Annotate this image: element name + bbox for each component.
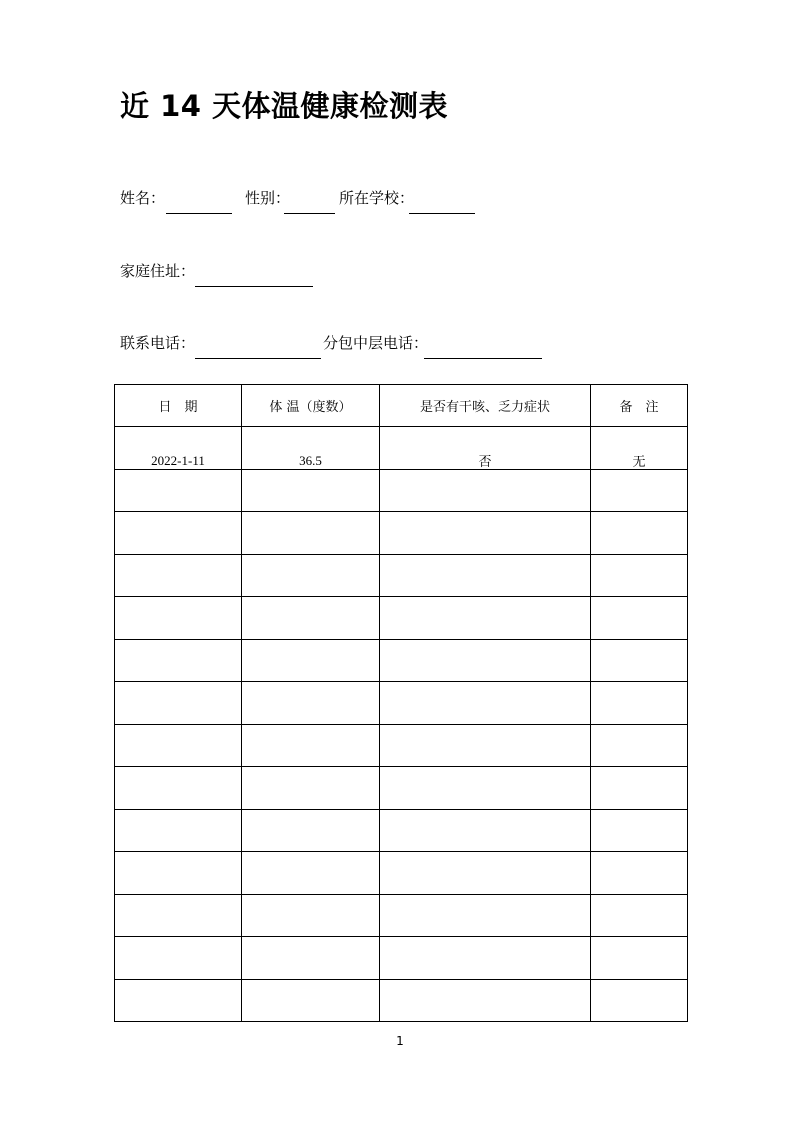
table-row [115, 809, 688, 852]
cell-symptoms[interactable] [380, 767, 591, 810]
cell-date[interactable] [115, 724, 242, 767]
package-phone-label: 分包中层电话： [323, 334, 429, 352]
gender-field[interactable] [284, 213, 335, 214]
header-temperature: 体 温（度数） [242, 385, 380, 427]
cell-date[interactable] [115, 852, 242, 895]
table-row [115, 554, 688, 597]
cell-remarks[interactable] [591, 979, 688, 1022]
cell-remarks[interactable] [591, 767, 688, 810]
cell-symptoms[interactable] [380, 724, 591, 767]
table-row [115, 894, 688, 937]
school-field[interactable] [409, 213, 475, 214]
cell-temperature[interactable] [242, 979, 380, 1022]
cell-symptoms[interactable] [380, 852, 591, 895]
package-phone-field[interactable] [424, 358, 542, 359]
cell-symptoms[interactable] [380, 469, 591, 512]
page-title: 近 14 天体温健康检测表 [120, 89, 449, 123]
cell-remarks[interactable] [591, 427, 688, 470]
cell-date[interactable] [115, 639, 242, 682]
cell-date[interactable] [115, 809, 242, 852]
address-row [120, 260, 420, 294]
cell-date[interactable] [115, 937, 242, 980]
table-row [115, 852, 688, 895]
cell-temperature[interactable] [242, 639, 380, 682]
cell-remarks-text: 无 [632, 455, 646, 471]
cell-temperature[interactable] [242, 597, 380, 640]
cell-date[interactable] [115, 767, 242, 810]
phone-row [120, 332, 560, 366]
cell-symptoms-text: 否 [478, 455, 492, 471]
table-row [115, 767, 688, 810]
cell-date[interactable] [115, 427, 242, 470]
cell-remarks[interactable] [591, 894, 688, 937]
cell-remarks[interactable] [591, 682, 688, 725]
cell-remarks[interactable] [591, 639, 688, 682]
cell-temperature[interactable] [242, 427, 380, 470]
cell-date-text: 2022-1-11 [151, 452, 205, 468]
cell-remarks[interactable] [591, 852, 688, 895]
cell-symptoms[interactable] [380, 979, 591, 1022]
table-row [115, 427, 688, 470]
table-row [115, 597, 688, 640]
header-remarks: 备 注 [591, 385, 688, 427]
cell-symptoms[interactable] [380, 894, 591, 937]
cell-temperature[interactable] [242, 512, 380, 555]
table-row [115, 512, 688, 555]
cell-temperature-text: 36.5 [299, 452, 322, 468]
cell-remarks[interactable] [591, 809, 688, 852]
table-row [115, 937, 688, 980]
cell-remarks[interactable] [591, 937, 688, 980]
name-label: 姓名： [120, 189, 166, 207]
name-field[interactable] [166, 213, 232, 214]
cell-date[interactable] [115, 554, 242, 597]
cell-temperature[interactable] [242, 809, 380, 852]
cell-symptoms[interactable] [380, 682, 591, 725]
cell-date[interactable] [115, 597, 242, 640]
school-label: 所在学校： [339, 189, 415, 207]
cell-symptoms[interactable] [380, 937, 591, 980]
cell-temperature[interactable] [242, 937, 380, 980]
cell-symptoms[interactable] [380, 809, 591, 852]
table-row [115, 469, 688, 512]
cell-remarks[interactable] [591, 554, 688, 597]
cell-date[interactable] [115, 469, 242, 512]
address-field[interactable] [195, 286, 313, 287]
phone-label: 联系电话： [120, 334, 196, 352]
header-date: 日 期 [115, 385, 242, 427]
cell-symptoms[interactable] [380, 597, 591, 640]
temperature-log-table [114, 384, 688, 1022]
cell-remarks[interactable] [591, 724, 688, 767]
cell-temperature[interactable] [242, 852, 380, 895]
phone-field[interactable] [195, 358, 321, 359]
cell-temperature[interactable] [242, 724, 380, 767]
address-label: 家庭住址： [120, 262, 196, 280]
gender-label: 性别： [245, 189, 291, 207]
cell-symptoms[interactable] [380, 639, 591, 682]
table-row [115, 639, 688, 682]
table-row [115, 724, 688, 767]
cell-date[interactable] [115, 979, 242, 1022]
personal-info-row [120, 187, 520, 221]
cell-temperature[interactable] [242, 469, 380, 512]
cell-date[interactable] [115, 682, 242, 725]
cell-temperature[interactable] [242, 554, 380, 597]
page-number: 1 [396, 1034, 404, 1048]
cell-temperature[interactable] [242, 682, 380, 725]
cell-remarks[interactable] [591, 512, 688, 555]
cell-symptoms[interactable] [380, 554, 591, 597]
header-symptoms: 是否有干咳、乏力症状 [380, 385, 591, 427]
cell-date[interactable] [115, 512, 242, 555]
table-row [115, 979, 688, 1022]
table-header-row [115, 385, 688, 427]
cell-date[interactable] [115, 894, 242, 937]
cell-remarks[interactable] [591, 597, 688, 640]
cell-symptoms[interactable] [380, 427, 591, 470]
table-row [115, 682, 688, 725]
cell-symptoms[interactable] [380, 512, 591, 555]
cell-temperature[interactable] [242, 894, 380, 937]
cell-remarks[interactable] [591, 469, 688, 512]
cell-temperature[interactable] [242, 767, 380, 810]
